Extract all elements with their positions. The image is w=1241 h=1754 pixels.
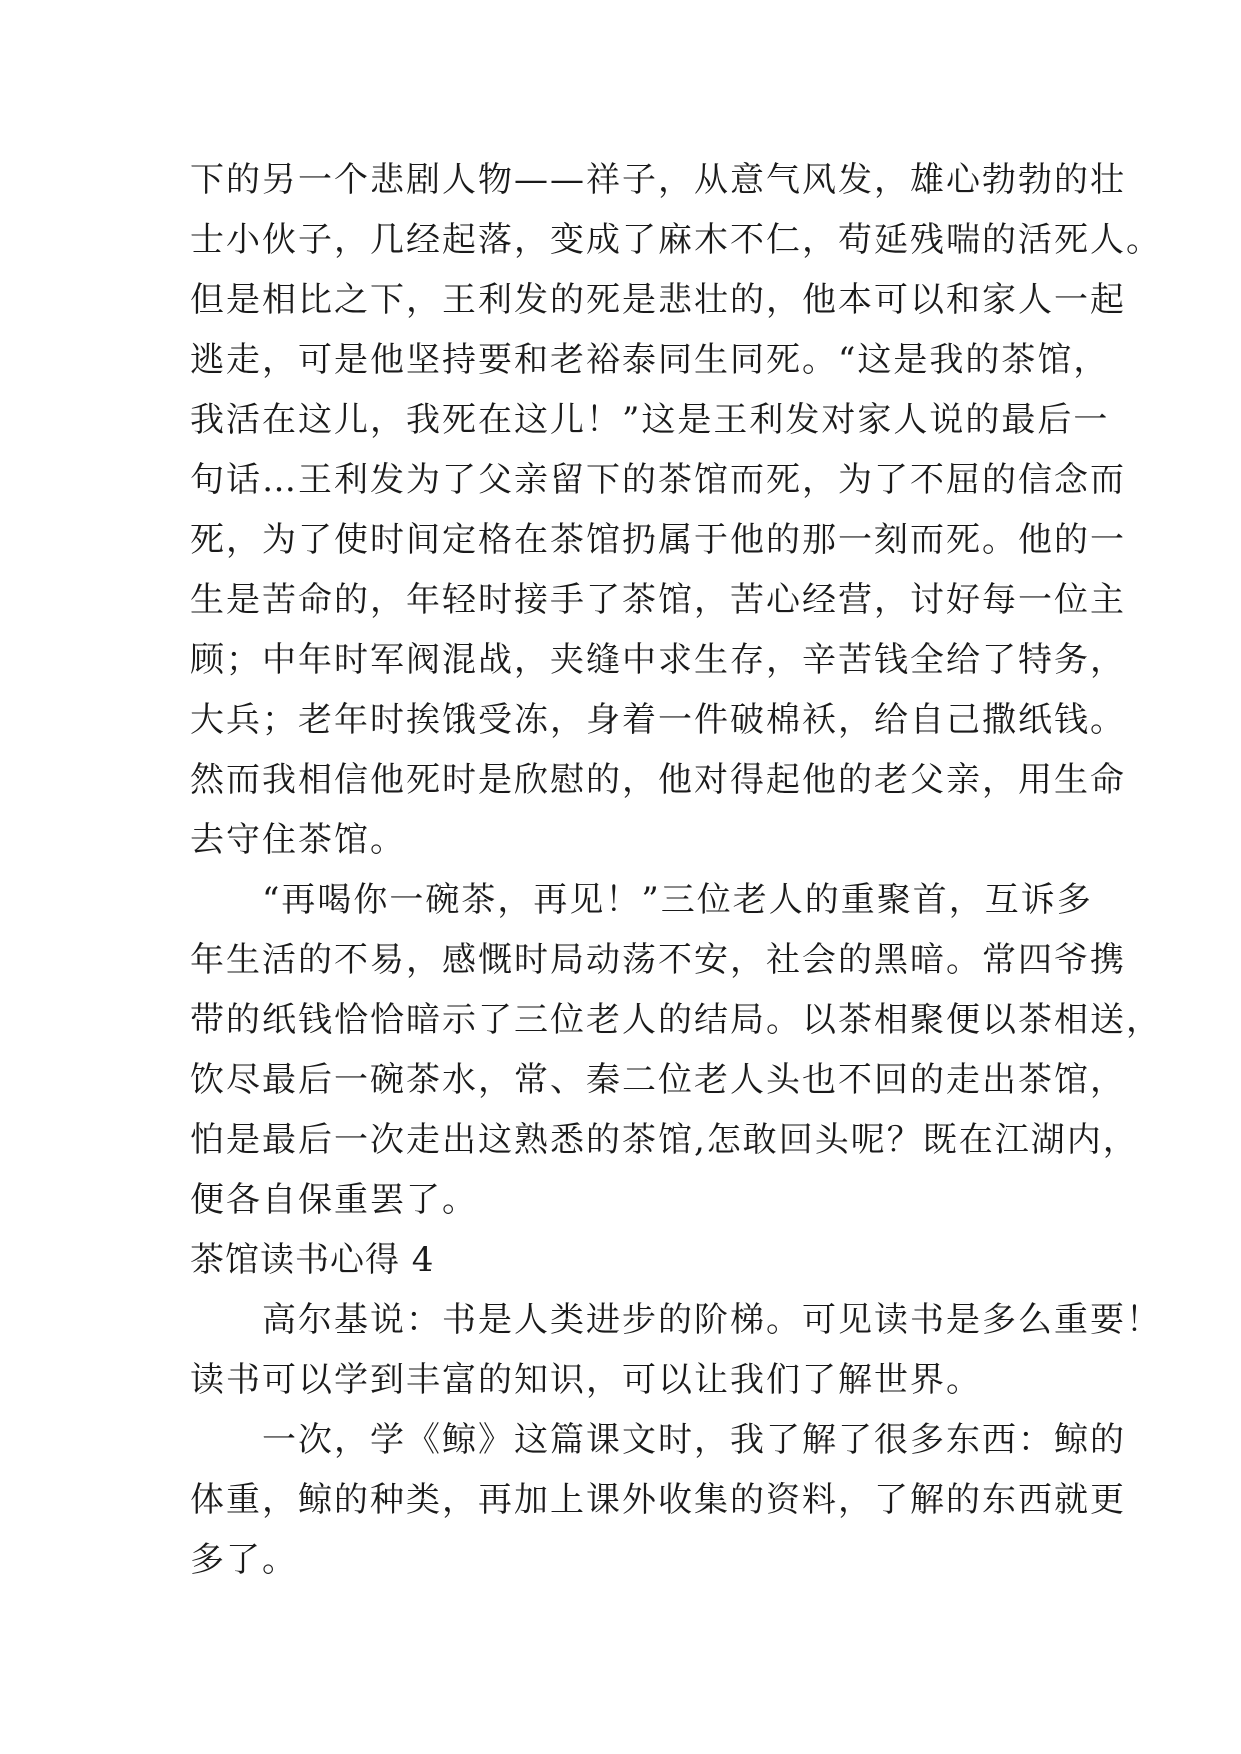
text-line: 然而我相信他死时是欣慰的，他对得起他的老父亲，用生命: [190, 760, 1126, 800]
text-line: 饮尽最后一碗茶水，常、秦二位老人头也不回的走出茶馆，: [190, 1060, 1126, 1100]
text-line: 怕是最后一次走出这熟悉的茶馆,怎敢回头呢？既在江湖内，: [190, 1120, 1139, 1160]
text-line: 去守住茶馆。: [190, 820, 406, 860]
text-line: 生是苦命的，年轻时接手了茶馆，苦心经营，讨好每一位主: [190, 580, 1126, 620]
text-line: 便各自保重罢了。: [190, 1180, 478, 1220]
text-line: 读书可以学到丰富的知识，可以让我们了解世界。: [190, 1360, 982, 1400]
text-line: 年生活的不易，感慨时局动荡不安，社会的黑暗。常四爷携: [190, 940, 1126, 980]
text-line: “再喝你一碗茶，再见！”三位老人的重聚首，互诉多: [190, 880, 1093, 920]
section-heading: 茶馆读书心得 4: [190, 1240, 435, 1280]
text-line: 一次，学《鲸》这篇课文时，我了解了很多东西：鲸的: [190, 1420, 1126, 1460]
text-line: 死，为了使时间定格在茶馆扔属于他的那一刻而死。他的一: [190, 520, 1126, 560]
text-line: 士小伙子，几经起落，变成了麻木不仁，苟延残喘的活死人。: [190, 220, 1162, 260]
text-line: 顾；中年时军阀混战，夹缝中求生存，辛苦钱全给了特务，: [190, 640, 1126, 680]
text-line: 下的另一个悲剧人物——祥子，从意气风发，雄心勃勃的壮: [190, 160, 1126, 200]
text-line: 但是相比之下，王利发的死是悲壮的，他本可以和家人一起: [190, 280, 1126, 320]
text-line: 大兵；老年时挨饿受冻，身着一件破棉袄，给自己撒纸钱。: [190, 700, 1126, 740]
text-line: 多了。: [190, 1540, 298, 1580]
text-line: 逃走，可是他坚持要和老裕泰同生同死。“这是我的茶馆，: [190, 340, 1110, 380]
text-line: 高尔基说：书是人类进步的阶梯。可见读书是多么重要！: [190, 1300, 1162, 1340]
document-body: [190, 150, 1162, 1590]
text-line: 带的纸钱恰恰暗示了三位老人的结局。以茶相聚便以茶相送，: [190, 1000, 1162, 1040]
text-line: 我活在这儿，我死在这儿！”这是王利发对家人说的最后一: [190, 400, 1110, 440]
text-line: 体重，鲸的种类，再加上课外收集的资料，了解的东西就更: [190, 1480, 1126, 1520]
text-line: 句话…王利发为了父亲留下的茶馆而死，为了不屈的信念而: [190, 460, 1126, 500]
